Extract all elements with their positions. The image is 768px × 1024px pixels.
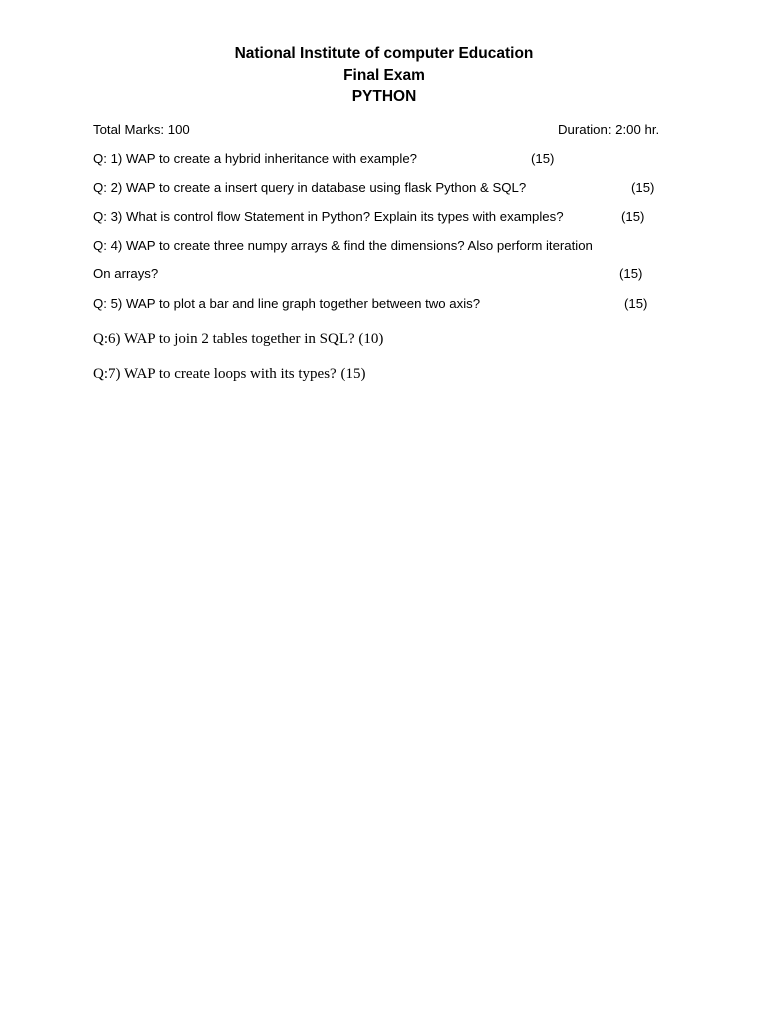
exam-title: Final Exam	[343, 66, 425, 84]
question-6-text: Q:6) WAP to join 2 tables together in SQL? (10)	[93, 331, 384, 347]
question-4-marks: (15)	[619, 266, 643, 281]
subject-title: PYTHON	[351, 88, 417, 105]
question-1-text: Q: 1) WAP to create a hybrid inheritance with example?	[93, 151, 417, 166]
question-5-text: Q: 5) WAP to plot a bar and line graph together between two axis?	[93, 296, 481, 311]
question-7-text: Q:7) WAP to create loops with its types? (15)	[93, 366, 366, 382]
question-2-marks: (15)	[631, 180, 655, 195]
question-3-text: Q: 3) What is control flow Statement in Python? Explain its types with examples?	[93, 209, 564, 224]
question-2-text: Q: 2) WAP to create a insert query in database using flask Python & SQL?	[93, 180, 527, 195]
total-marks: Total Marks: 100	[93, 122, 190, 137]
institute-title: National Institute of computer Education	[234, 45, 534, 62]
question-4-text: Q: 4) WAP to create three numpy arrays & find the dimensions? Also perform iteration	[93, 238, 593, 253]
question-5-marks: (15)	[624, 296, 648, 311]
question-1-marks: (15)	[531, 151, 555, 166]
question-3-marks: (15)	[621, 209, 645, 224]
duration: Duration: 2:00 hr.	[558, 122, 660, 137]
question-4-continuation: On arrays?	[93, 266, 159, 281]
exam-header	[0, 43, 768, 108]
